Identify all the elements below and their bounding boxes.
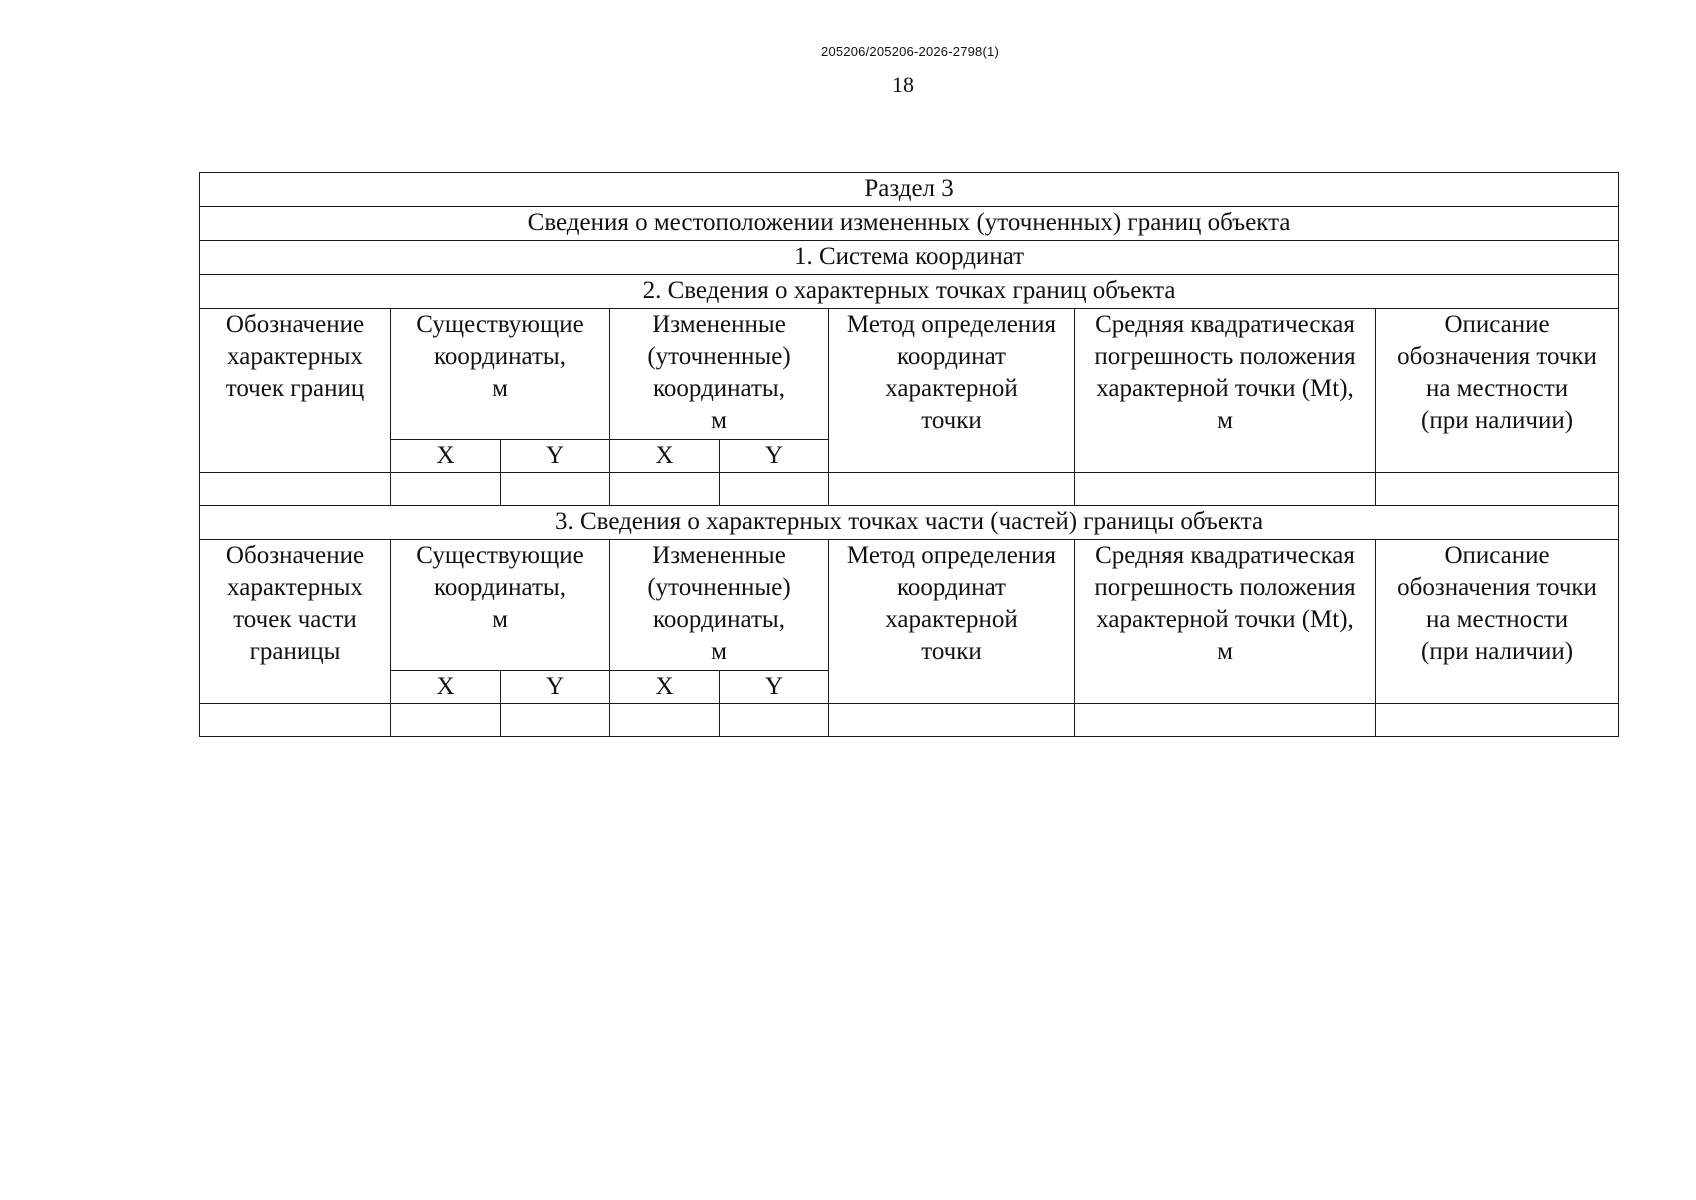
part2-col-error: Средняя квадратическая погрешность положения характерной точки (Mt), м — [1075, 309, 1376, 473]
part3-header-row — [200, 540, 1619, 671]
part3-existing-x: X — [391, 671, 501, 704]
page-number: 18 — [892, 72, 914, 97]
part3-cell — [1075, 704, 1376, 737]
part2-cell — [610, 473, 720, 506]
part3-cell — [610, 704, 720, 737]
part2-col-existing: Существующие координаты, м — [391, 309, 610, 440]
part2-heading: 2. Сведения о характерных точках границ объекта — [200, 275, 1619, 309]
coord-system-row — [200, 241, 1619, 275]
part3-data-row — [200, 704, 1619, 737]
part3-changed-y: Y — [720, 671, 829, 704]
part3-heading-row — [200, 506, 1619, 540]
part2-cell — [829, 473, 1075, 506]
section-title-row — [200, 173, 1619, 207]
part3-changed-x: X — [610, 671, 720, 704]
part2-existing-x: X — [391, 440, 501, 473]
part2-col-changed: Измененные (уточненные) координаты, м — [610, 309, 829, 440]
section-title: Раздел 3 — [200, 173, 1619, 207]
part3-cell — [720, 704, 829, 737]
part3-col-method: Метод определения координат характерной точки — [829, 540, 1075, 704]
part2-header-row — [200, 309, 1619, 440]
part3-cell — [829, 704, 1075, 737]
part2-data-row — [200, 473, 1619, 506]
part3-col-changed: Измененные (уточненные) координаты, м — [610, 540, 829, 671]
part3-cell — [391, 704, 501, 737]
part3-cell — [1376, 704, 1619, 737]
document-id: 205206/205206-2026-2798(1) — [821, 44, 999, 59]
part2-heading-row — [200, 275, 1619, 309]
part3-col-error: Средняя квадратическая погрешность положения характерной точки (Mt), м — [1075, 540, 1376, 704]
part3-existing-y: Y — [501, 671, 610, 704]
part2-changed-x: X — [610, 440, 720, 473]
part3-cell — [200, 704, 391, 737]
part3-col-existing: Существующие координаты, м — [391, 540, 610, 671]
part2-cell — [501, 473, 610, 506]
part2-cell — [1376, 473, 1619, 506]
coord-system-heading: 1. Система координат — [200, 241, 1619, 275]
part2-cell — [391, 473, 501, 506]
part2-cell — [200, 473, 391, 506]
part3-heading: 3. Сведения о характерных точках части (частей) границы объекта — [200, 506, 1619, 540]
part2-col-description: Описание обозначения точки на местности (при наличии) — [1376, 309, 1619, 473]
part2-cell — [1075, 473, 1376, 506]
part3-col-designation: Обозначение характерных точек части границы — [200, 540, 391, 704]
part3-cell — [501, 704, 610, 737]
part2-col-method: Метод определения координат характерной точки — [829, 309, 1075, 473]
section-subtitle-row — [200, 207, 1619, 241]
part2-col-designation: Обозначение характерных точек границ — [200, 309, 391, 473]
part2-cell — [720, 473, 829, 506]
part2-changed-y: Y — [720, 440, 829, 473]
section-subtitle: Сведения о местоположении измененных (уточненных) границ объекта — [200, 207, 1619, 241]
part3-col-description: Описание обозначения точки на местности (при наличии) — [1376, 540, 1619, 704]
part2-existing-y: Y — [501, 440, 610, 473]
section-3-table — [199, 172, 1619, 737]
